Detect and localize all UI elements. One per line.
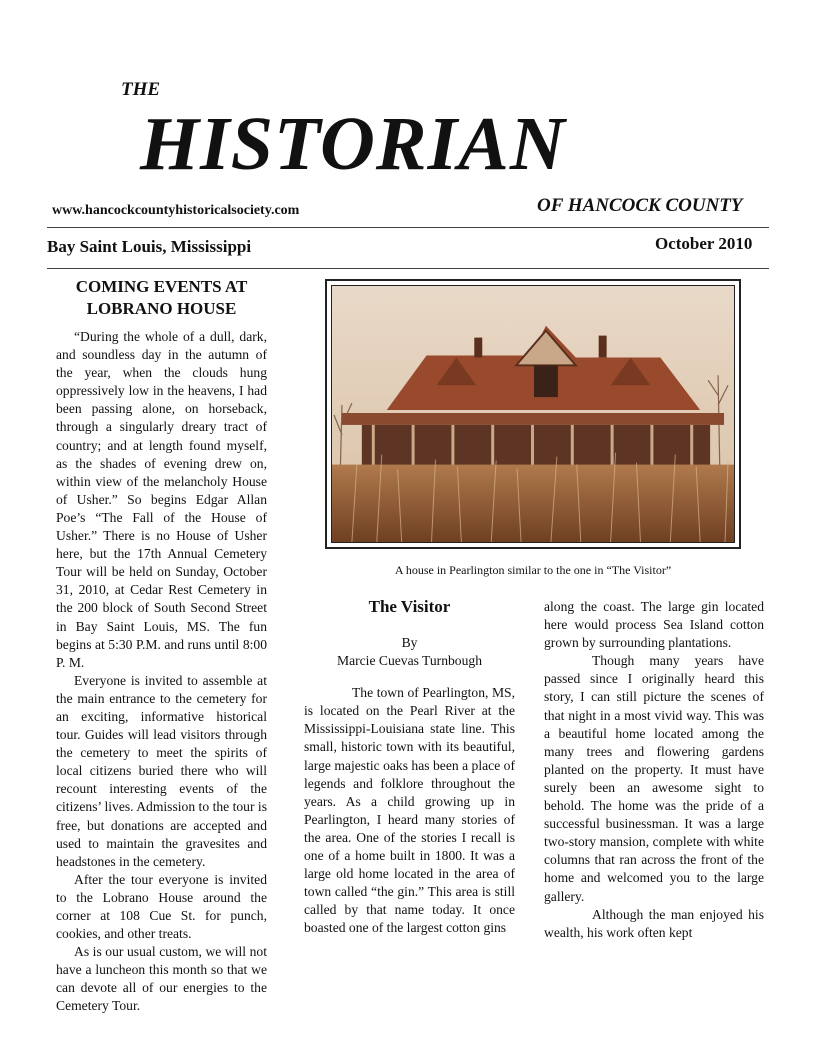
visitor-paragraph: Although the man enjoyed his wealth, his work often kept xyxy=(544,906,764,940)
house-photo xyxy=(331,285,735,543)
visitor-column-2 xyxy=(544,598,764,942)
masthead-the: THE xyxy=(121,79,161,100)
photo-frame xyxy=(325,279,741,549)
dateline-place: Bay Saint Louis, Mississippi xyxy=(47,237,252,256)
events-paragraph: Everyone is invited to assemble at the main entrance to the cemetery for an exciting, informative historical tour. Guides will lead visitors through the cemetery to meet the spirits of local citizens buried there who will recount interesting events of the citizens’ lives. Admission to the tour is free, but donations are accepted and used to maintain the gravesites and headstones in the cemetery. xyxy=(56,672,267,869)
header-rule-bottom xyxy=(47,268,769,269)
events-paragraph: After the tour everyone is invited to the Lobrano House around the corner at 108 Cue St. for punch, cookies, and other treats. xyxy=(56,871,267,942)
events-paragraph: As is our usual custom, we will not have a luncheon this month so that we can devote all of our energies to the Cemetery Tour. xyxy=(56,944,267,1014)
events-heading-line2: LOBRANO HOUSE xyxy=(86,299,237,318)
visitor-paragraph: Though many years have passed since I originally heard this story, I can still picture the scenes of that night in a most vivid way. This was a beautiful home located among the many trees and flowering gardens planted on the property. It must have surely been an awesome sight to behold. The home was the pride of a successful businessman. It was a large two-story mansion, complete with white columns that ran across the front of the home and welcomed you to the large gallery. xyxy=(544,653,764,904)
byline-author: Marcie Cuevas Turnbough xyxy=(337,653,482,669)
events-heading-line1: COMING EVENTS AT xyxy=(75,277,248,296)
header-rule-top xyxy=(47,227,769,228)
masthead-title: HISTORIAN xyxy=(140,102,566,186)
events-heading xyxy=(56,276,267,320)
visitor-title: The Visitor xyxy=(368,597,451,616)
events-paragraph: “During the whole of a dull, dark, and soundless day in the autumn of the year, when the clouds hung oppressively low in the heavens, I had been passing alone, on horseback, through a singularly dreary tract of country; and at length found myself, as the shades of evening drew on, within view of the melancholy House of Usher.” So begins Edgar Allan Poe’s “The Fall of the House of Usher.” There is no House of Usher here, but the 17th Annual Cemetery Tour will be held on Sunday, October 31, 2010, at Cedar Rest Cemetery in the 200 block of South Second Street in Bay Saint Louis, MS. The fun begins at 5:30 P.M. and runs until 8:00 P. M. xyxy=(56,329,267,670)
photo-caption: A house in Pearlington similar to the one in “The Visitor” xyxy=(394,563,672,577)
masthead-url[interactable]: www.hancockcountyhistoricalsociety.com xyxy=(52,203,300,218)
visitor-paragraph: The town of Pearlington, MS, is located on the Pearl River at the Mississippi-Louisiana state line. This small, historic town with its beautiful, large majestic oaks has been a place of legends and folklore throughout the years. As a child growing up in Pearlington, I heard many stories of the area. One of the stories I recall is one of a home built in 1800. It was a large old home located in the area of town called “the gin.” This area is still called by that name today. It once boasted one of the largest cotton gins xyxy=(304,685,515,936)
dateline-date: October 2010 xyxy=(655,234,753,253)
visitor-paragraph: along the coast. The large gin located here would process Sea Island cotton grown by surrounding plantations. xyxy=(544,599,764,651)
visitor-column-1 xyxy=(304,596,515,938)
events-column xyxy=(56,276,267,1016)
byline-by: By xyxy=(401,635,418,650)
masthead-subtitle: OF HANCOCK COUNTY xyxy=(537,195,743,216)
house-photo-illustration xyxy=(332,286,734,542)
